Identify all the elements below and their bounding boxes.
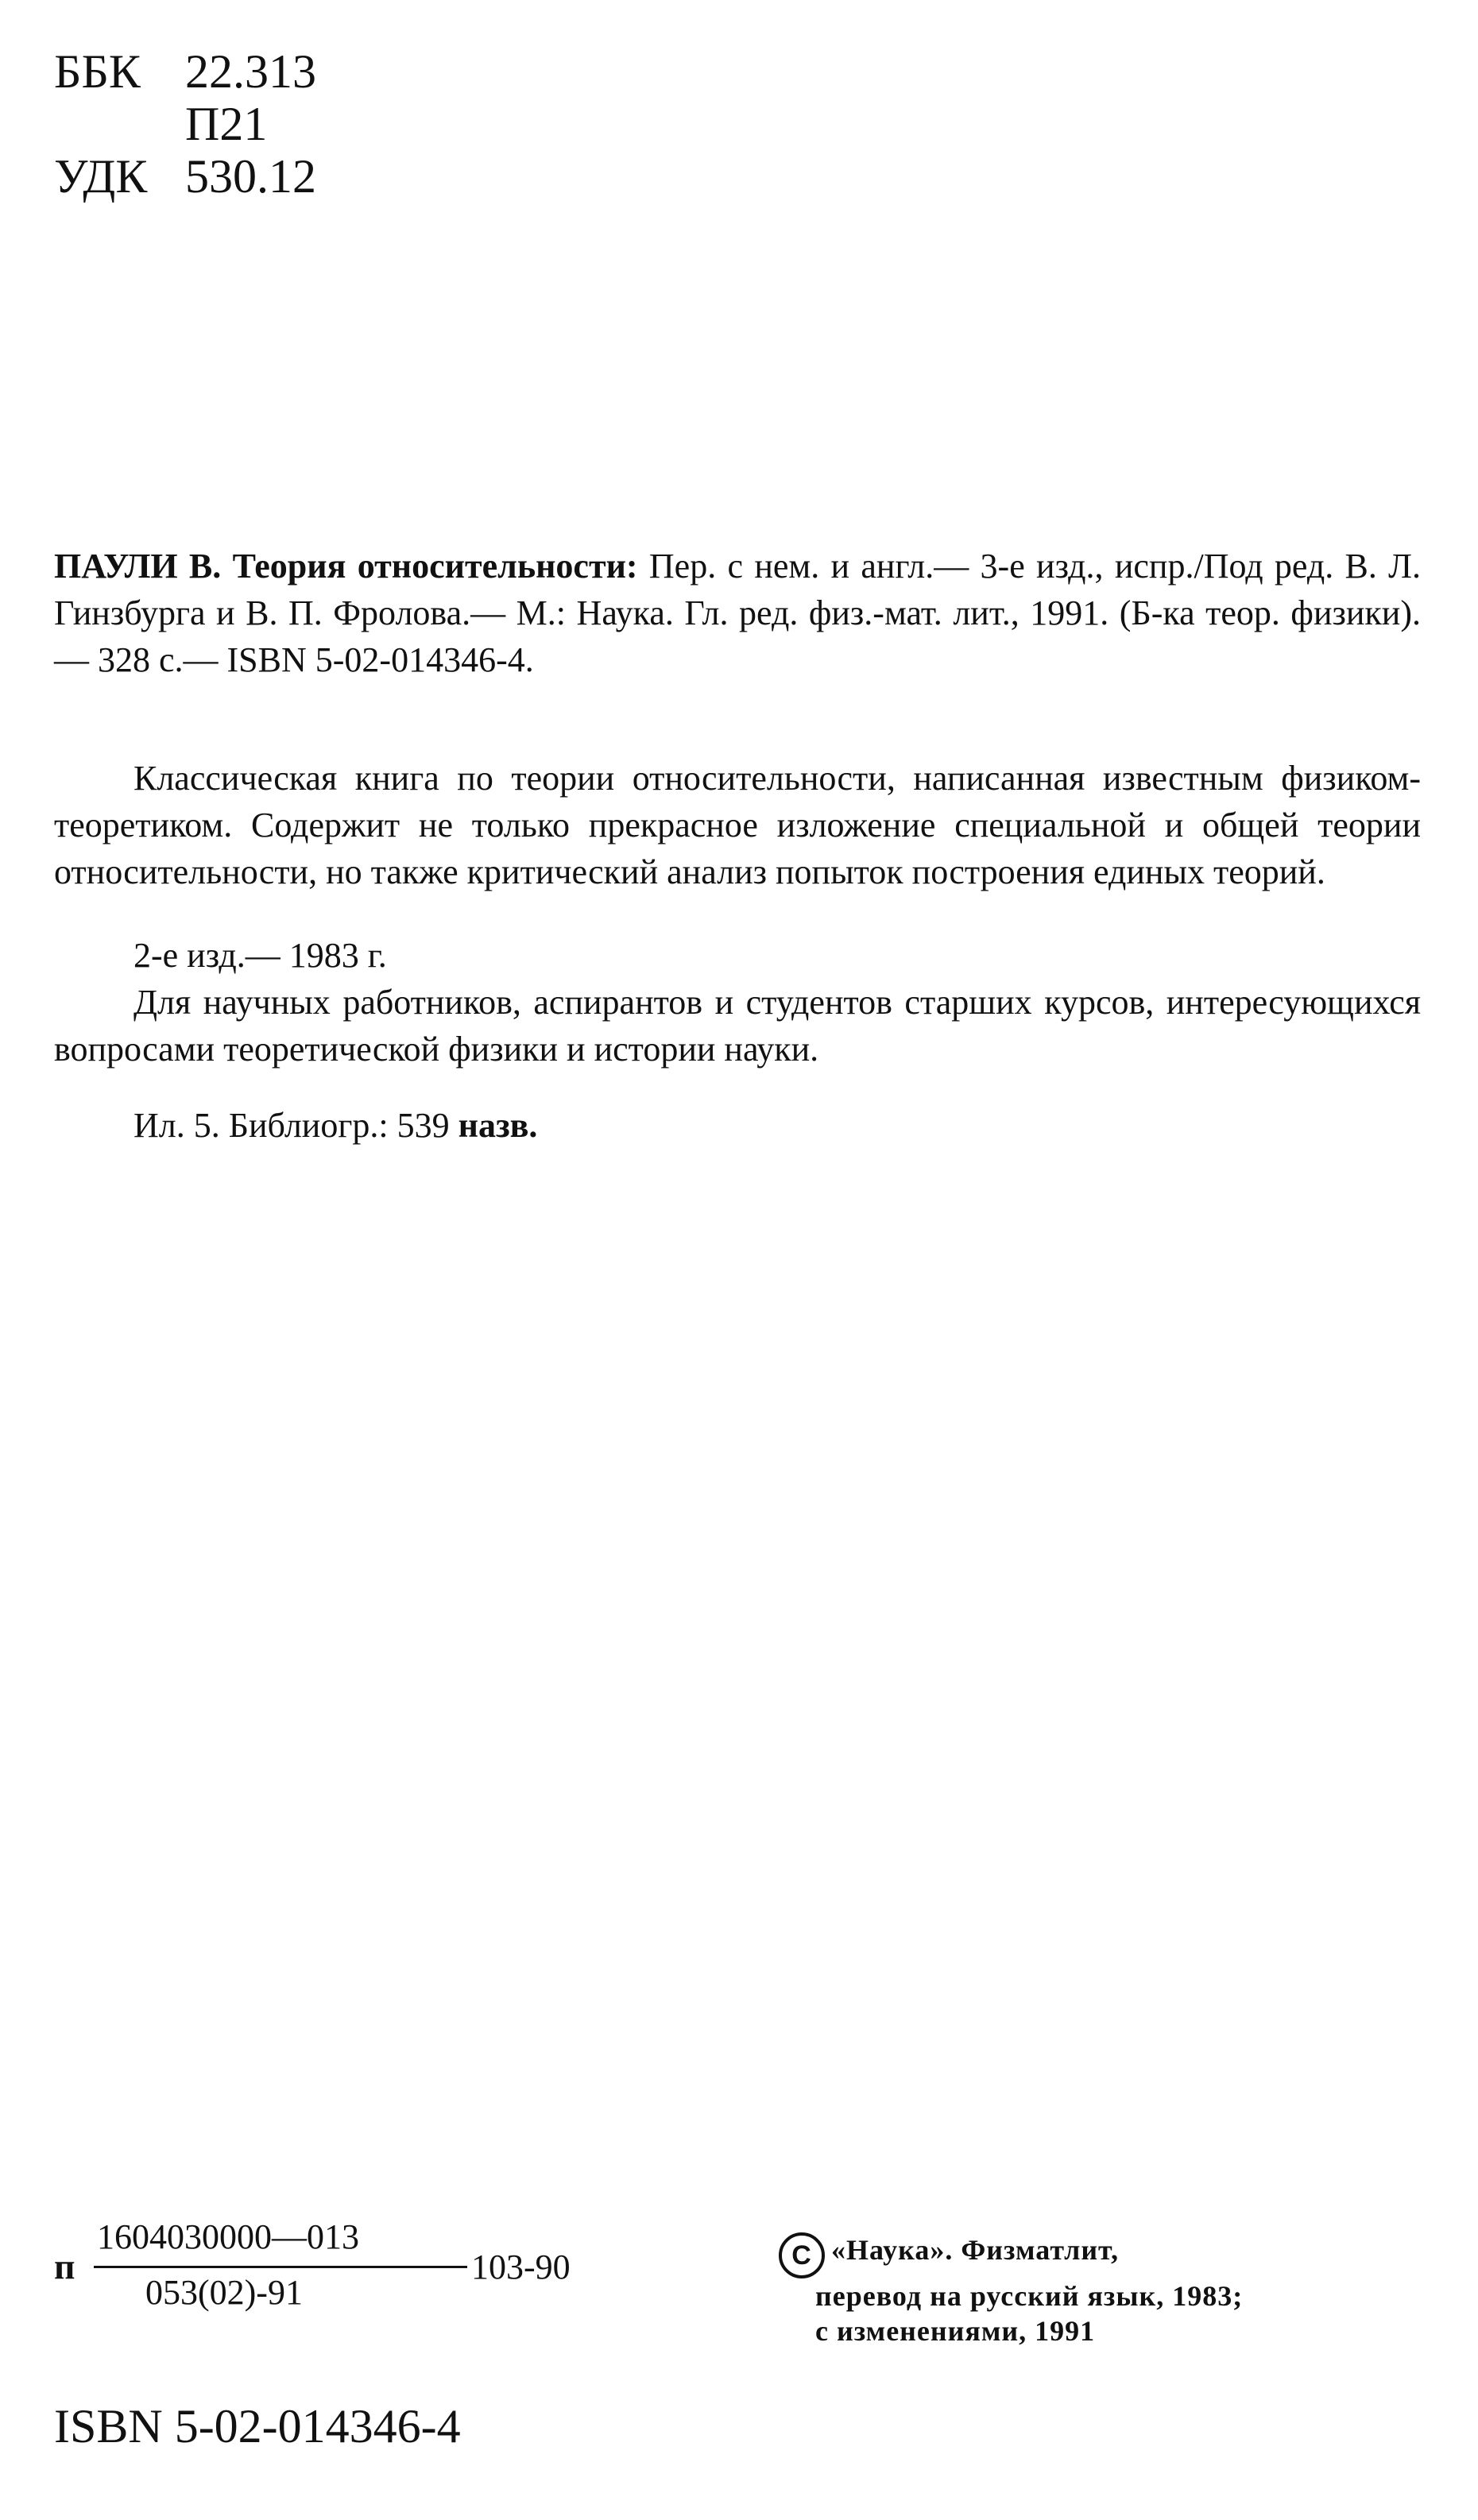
illustrations-text: Ил. 5. Библиогр.: 539: [133, 1106, 458, 1145]
author-mark: П21: [185, 98, 268, 150]
author-name: ПАУЛИ В.: [54, 547, 222, 586]
illustrations-bibliography: [133, 1102, 537, 1149]
publication-code: [54, 2217, 571, 2320]
publication-code-denominator: 053(02)-91: [145, 2273, 303, 2312]
audience-note: Для научных работников, аспирантов и студентов старших курсов, интересующихся вопросами теоретической физики и истории науки.: [54, 983, 1421, 1069]
isbn: ISBN 5-02-014346-4: [54, 2400, 461, 2452]
publication-code-suffix: 103-90: [471, 2248, 571, 2286]
publication-code-numerator: 1604030000—013: [97, 2217, 359, 2256]
fraction-bar: [94, 2266, 467, 2268]
copyright-line-1: «Наука». Физматлит,: [831, 2234, 1120, 2266]
bbk-label: ББК: [54, 45, 141, 98]
bibliographic-record: [54, 543, 1421, 683]
udk-code: [54, 151, 316, 202]
illustrations-suffix: назв.: [458, 1106, 538, 1145]
udk-label: УДК: [54, 150, 148, 203]
book-title: Теория относительности:: [232, 547, 638, 586]
publication-code-letter: п: [54, 2246, 75, 2286]
bbk-value: 22.313: [185, 45, 316, 98]
previous-edition: 2-е изд.— 1983 г.: [133, 936, 387, 975]
bibliographic-details: Пер. с нем. и англ.— 3-е изд., испр./Под ред. В. Л. Гинзбурга и В. П. Фролова.— М.: Наука. Гл. ред. физ.-мат. лит., 1991. (Б-ка теор. физики).— 328 с.— ISBN 5-02-014346-4.: [54, 547, 1422, 679]
copyright-line-3: с изменениями, 1991: [815, 2315, 1096, 2347]
udk-value: 530.12: [185, 150, 316, 203]
copyright-line-2: перевод на русский язык, 1983;: [815, 2280, 1244, 2312]
copyright-notice: [779, 2232, 1430, 2348]
copyright-icon: C: [779, 2232, 825, 2278]
annotation-description: Классическая книга по теории относительности, написанная известным физиком-теоретиком. Содержит не только прекрасное изложение специальной и общей теории относительности, но также критический анализ попыток построения единых теорий.: [54, 759, 1421, 891]
bbk-code: [54, 46, 316, 97]
